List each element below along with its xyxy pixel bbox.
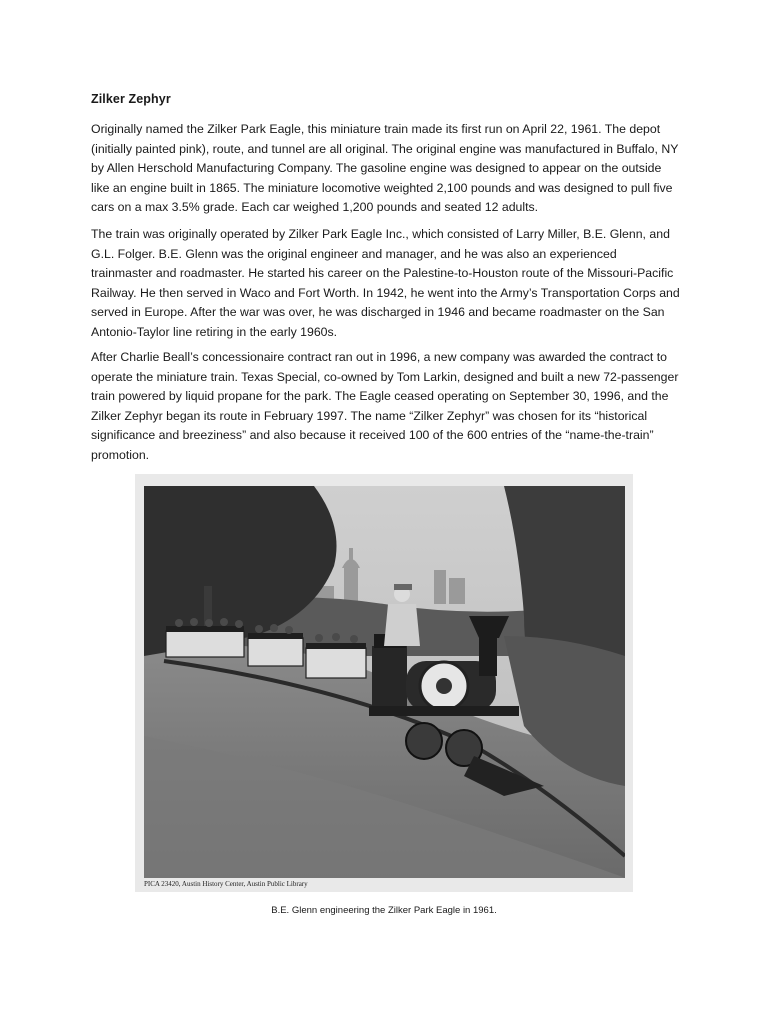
train-photo xyxy=(144,486,625,878)
photo-credit: PICA 23420, Austin History Center, Austin Public Library xyxy=(144,880,308,888)
paragraph-zephyr: After Charlie Beall’s concessionaire contract ran out in 1996, a new company was awarded the contract to operate the miniature train. Texas Special, co-owned by Tom Larkin, designed and built a new 72-passenger train powered by liquid propane for the park. The Eagle ceased operating on September 30, 1996, and the Zilker Zephyr began its route in February 1997. The name “Zilker Zephyr” was chosen for its “historical significance and breeziness” and also because it received 100 of the 600 entries of the “name-the-train” promotion. xyxy=(91,350,679,462)
document-title: Zilker Zephyr xyxy=(91,92,171,106)
paragraph-history: Originally named the Zilker Park Eagle, this miniature train made its first run on April 22, 1961. The depot (initially painted pink), route, and tunnel are all original. The original engine was manufactured in Buffalo, NY by Allen Herschold Manufacturing Company. The gasoline engine was designed to appear on the outside like an engine built in 1865. The miniature locomotive weighted 2,100 pounds and was designed to pull five cars on a max 3.5% grade. Each car weighed 1,200 pounds and seated 12 adults. xyxy=(91,122,679,215)
photo-caption: B.E. Glenn engineering the Zilker Park Eagle in 1961. xyxy=(271,905,497,916)
photo-mount xyxy=(135,474,633,892)
paragraph-operators: The train was originally operated by Zilker Park Eagle Inc., which consisted of Larry Miller, B.E. Glenn, and G.L. Folger. B.E. Glenn was the original engineer and manager, and he was also an experienced trainmaster and roadmaster. He started his career on the Palestine-to-Houston route of the Missouri-Pacific Railway. He then served in Waco and Fort Worth. In 1942, he went into the Army’s Transportation Corps and served in Europe. After the war was over, he was discharged in 1946 and became roadmaster on the San Antonio-Taylor line retiring in the early 1960s. xyxy=(91,227,680,339)
